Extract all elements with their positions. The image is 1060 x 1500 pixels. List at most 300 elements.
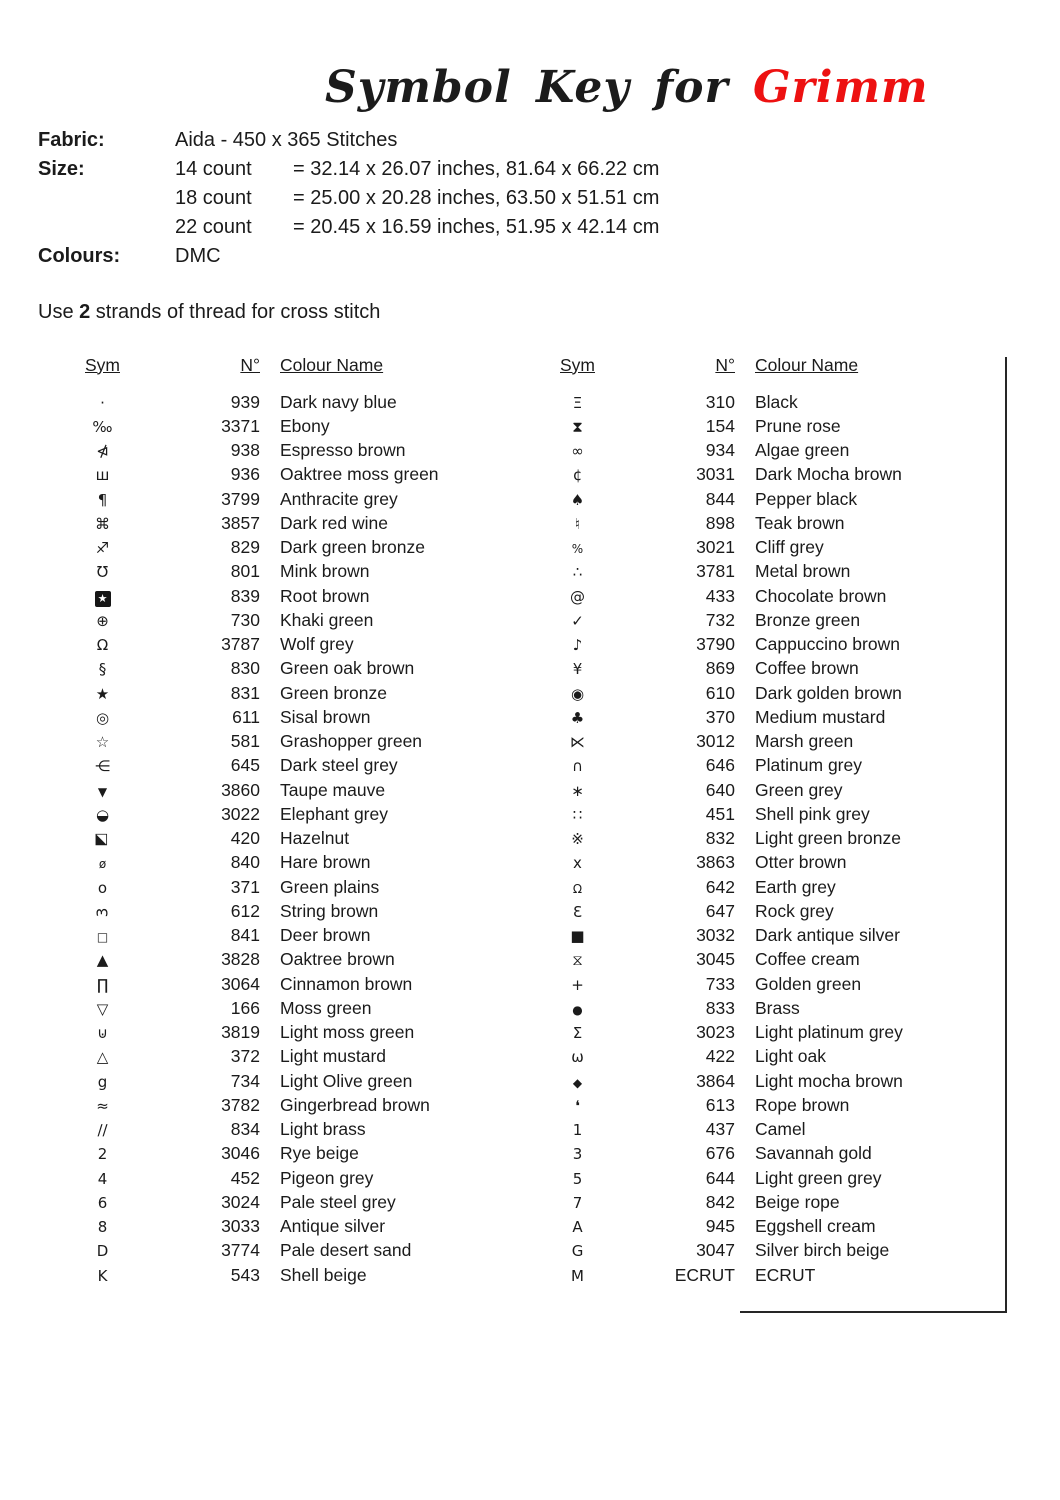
number-cell: 734 <box>230 1070 260 1091</box>
symbol-glyph: ¢ <box>572 466 583 485</box>
table-row <box>75 390 475 414</box>
symbol-glyph: ▲ <box>96 951 109 970</box>
number-cell: 372 <box>230 1046 260 1067</box>
symbol-cell <box>75 1240 130 1261</box>
pattern-meta <box>38 126 659 271</box>
symbol-cell <box>75 561 130 582</box>
table-row <box>550 608 950 632</box>
number-cell: 646 <box>705 755 735 776</box>
colour-name-cell: Hare brown <box>280 852 371 873</box>
symbol-glyph: ¥ <box>572 660 583 679</box>
table-row <box>75 487 475 511</box>
symbol-cell <box>75 1095 130 1116</box>
colour-name-cell: Light mustard <box>280 1046 387 1067</box>
symbol-cell <box>550 925 605 946</box>
symbol-glyph: ⋪ <box>96 442 109 461</box>
symbol-cell <box>75 828 130 849</box>
symbol-cell <box>75 1168 130 1189</box>
symbol-glyph: ∏ <box>96 975 109 994</box>
number-cell: 437 <box>705 1119 735 1140</box>
table-row <box>75 633 475 657</box>
symbol-glyph: x <box>573 854 582 873</box>
size-row <box>38 155 659 184</box>
symbol-glyph: ω <box>571 1048 584 1067</box>
colour-name-cell: Rock grey <box>755 900 834 921</box>
table-row <box>550 972 950 996</box>
colour-name-cell: Ebony <box>280 415 330 436</box>
number-cell: 3790 <box>696 634 735 655</box>
table-row <box>550 584 950 608</box>
symbol-glyph: ⌘ <box>95 514 110 533</box>
number-cell: 841 <box>230 925 260 946</box>
symbol-glyph: Ξ <box>572 393 583 412</box>
symbol-cell <box>550 974 605 995</box>
colour-name-cell: Antique silver <box>280 1216 386 1237</box>
fabric-label: Fabric: <box>38 129 105 151</box>
symbol-cell <box>550 1095 605 1116</box>
symbol-glyph: ∷ <box>572 805 583 824</box>
table-row <box>75 1166 475 1190</box>
number-cell: 642 <box>705 876 735 897</box>
strands-count: 2 <box>79 301 91 323</box>
symbol-glyph: 1 <box>572 1121 583 1140</box>
symbol-glyph: ш <box>95 466 110 485</box>
symbol-glyph: ● <box>572 1002 583 1017</box>
symbol-glyph: ∞ <box>571 442 584 461</box>
symbol-glyph: ∩ <box>572 757 583 776</box>
colour-name-cell: Brass <box>755 997 800 1018</box>
number-cell: 938 <box>230 440 260 461</box>
number-cell: 3787 <box>221 634 260 655</box>
colour-name-cell: Light green grey <box>755 1167 882 1188</box>
number-cell: 3371 <box>221 415 260 436</box>
size-dims: = 32.14 x 26.07 inches, 81.64 x 66.22 cm <box>293 158 660 180</box>
symbol-cell <box>550 1192 605 1213</box>
symbol-glyph: △ <box>96 1048 109 1067</box>
symbol-cell <box>75 925 130 946</box>
symbol-cell <box>550 561 605 582</box>
symbol-cell <box>75 658 130 679</box>
number-cell: 833 <box>705 997 735 1018</box>
table-row <box>75 1021 475 1045</box>
colour-name-cell: Marsh green <box>755 731 854 752</box>
colour-name-cell: Green grey <box>755 779 843 800</box>
symbol-glyph: G <box>571 1242 584 1261</box>
colour-name-cell: Dark red wine <box>280 512 388 533</box>
number-cell: 844 <box>705 488 735 509</box>
number-cell: 644 <box>705 1167 735 1188</box>
colour-name-cell: Cinnamon brown <box>280 973 413 994</box>
colour-name-cell: Deer brown <box>280 925 371 946</box>
table-row <box>75 899 475 923</box>
symbol-glyph: 8 <box>97 1218 108 1237</box>
table-row <box>550 705 950 729</box>
size-dims: = 25.00 x 20.28 inches, 63.50 x 51.51 cm <box>293 187 660 209</box>
number-cell: 3782 <box>221 1094 260 1115</box>
colour-name-cell: Shell pink grey <box>755 803 870 824</box>
colour-name-cell: Pale desert sand <box>280 1240 412 1261</box>
symbol-glyph: ∴ <box>572 563 583 582</box>
colour-name-cell: Black <box>755 391 798 412</box>
colour-name-cell: Gingerbread brown <box>280 1094 430 1115</box>
symbol-cell <box>550 901 605 922</box>
colour-name-cell: Oaktree moss green <box>280 464 439 485</box>
symbol-cell <box>75 1046 130 1067</box>
symbol-glyph: 6 <box>97 1193 108 1212</box>
symbol-glyph: ☆ <box>95 733 110 752</box>
colour-name-cell: Light brass <box>280 1119 366 1140</box>
table-row <box>550 1021 950 1045</box>
header-number: N° <box>240 354 260 375</box>
colour-name-cell: Moss green <box>280 997 372 1018</box>
fabric-value: Aida - 450 x 365 Stitches <box>175 129 398 151</box>
table-header-row <box>550 352 950 378</box>
colour-name-cell: Pale steel grey <box>280 1191 396 1212</box>
symbol-glyph: Ɛ <box>572 902 583 921</box>
header-colour-name: Colour Name <box>755 354 859 375</box>
symbol-cell <box>550 1022 605 1043</box>
colour-name-cell: Green oak brown <box>280 658 415 679</box>
table-row <box>75 705 475 729</box>
symbol-cell <box>75 1192 130 1213</box>
symbol-glyph: □ <box>96 930 109 945</box>
table-row <box>75 948 475 972</box>
symbol-glyph: ◪ <box>94 832 112 847</box>
table-row <box>550 1045 950 1069</box>
number-cell: 3033 <box>221 1216 260 1237</box>
colour-name-cell: Taupe mauve <box>280 779 386 800</box>
symbol-cell <box>550 683 605 704</box>
symbol-cell <box>75 804 130 825</box>
symbol-glyph: ◎ <box>95 708 110 727</box>
number-cell: 613 <box>705 1094 735 1115</box>
table-row <box>75 996 475 1020</box>
table-row <box>75 754 475 778</box>
number-cell: 640 <box>705 779 735 800</box>
symbol-cell <box>75 537 130 558</box>
number-cell: 934 <box>705 440 735 461</box>
colour-name-cell: Dark antique silver <box>755 925 900 946</box>
meta-label-spacer <box>38 213 175 242</box>
symbol-glyph: ♮ <box>574 514 581 533</box>
symbol-glyph: 5 <box>572 1169 583 1188</box>
size-label: Size: <box>38 158 85 180</box>
number-cell: 3031 <box>696 464 735 485</box>
colour-name-cell: Bronze green <box>755 609 861 630</box>
size-dims: = 20.45 x 16.59 inches, 51.95 x 42.14 cm <box>293 216 660 238</box>
colour-name-cell: Dark steel grey <box>280 755 398 776</box>
symbol-cell <box>550 489 605 510</box>
symbol-cell <box>550 610 605 631</box>
size-count: 22 count <box>175 216 252 238</box>
table-row <box>75 802 475 826</box>
size-line <box>175 184 659 213</box>
symbol-cell <box>75 998 130 1019</box>
header-sym: Sym <box>560 354 595 375</box>
table-row <box>75 730 475 754</box>
table-row <box>75 778 475 802</box>
number-cell: 898 <box>705 512 735 533</box>
symbol-glyph: § <box>98 660 107 679</box>
symbol-cell <box>550 949 605 970</box>
number-cell: 732 <box>705 609 735 630</box>
number-cell: 839 <box>230 585 260 606</box>
symbol-cell <box>75 416 130 437</box>
number-cell: 371 <box>230 876 260 897</box>
symbol-cell <box>75 392 130 413</box>
colour-name-cell: Teak brown <box>755 512 845 533</box>
symbol-glyph: A <box>572 1218 583 1237</box>
table-row <box>550 487 950 511</box>
table-row <box>75 1190 475 1214</box>
colour-name-cell: Algae green <box>755 440 850 461</box>
table-row <box>75 1263 475 1287</box>
page-title <box>325 62 929 113</box>
meta-label-spacer <box>38 184 175 213</box>
number-cell: 612 <box>230 900 260 921</box>
table-row <box>550 1069 950 1093</box>
colour-name-cell: Beige rope <box>755 1191 840 1212</box>
number-cell: 676 <box>705 1143 735 1164</box>
number-cell: 154 <box>705 415 735 436</box>
number-cell: ECRUT <box>674 1264 735 1285</box>
symbol-cell <box>75 1022 130 1043</box>
symbol-glyph: ∗ <box>571 781 584 800</box>
table-row <box>550 1118 950 1142</box>
symbol-table-right <box>550 352 950 1287</box>
table-row <box>550 560 950 584</box>
symbol-cell <box>75 610 130 631</box>
symbol-cell <box>550 1216 605 1237</box>
symbol-glyph: + <box>571 975 584 994</box>
symbol-cell <box>75 683 130 704</box>
table-row <box>550 802 950 826</box>
number-cell: 433 <box>705 585 735 606</box>
symbol-glyph: ◉ <box>570 684 585 703</box>
symbol-glyph: ♐ <box>95 539 110 558</box>
symbol-glyph: ⋉ <box>570 733 585 752</box>
number-cell: 3022 <box>221 803 260 824</box>
symbol-glyph: ⧖ <box>572 951 583 970</box>
number-cell: 939 <box>230 391 260 412</box>
colour-name-cell: Coffee cream <box>755 949 860 970</box>
table-row <box>550 1239 950 1263</box>
number-cell: 3064 <box>221 973 260 994</box>
symbol-cell <box>75 901 130 922</box>
table-row <box>550 778 950 802</box>
number-cell: 3819 <box>221 1022 260 1043</box>
symbol-cell <box>75 1265 130 1286</box>
symbol-cell <box>550 392 605 413</box>
colour-name-cell: Prune rose <box>755 415 841 436</box>
symbol-cell <box>550 998 605 1019</box>
symbol-glyph: ‰ <box>92 417 113 436</box>
symbol-cell <box>550 537 605 558</box>
title-prefix: Symbol Key for <box>325 62 729 113</box>
symbol-glyph: 3 <box>92 907 111 918</box>
table-row <box>550 996 950 1020</box>
symbol-cell <box>550 513 605 534</box>
number-cell: 420 <box>230 828 260 849</box>
number-cell: 451 <box>705 803 735 824</box>
number-cell: 3023 <box>696 1022 735 1043</box>
table-row <box>75 875 475 899</box>
symbol-cell <box>75 464 130 485</box>
symbol-cell <box>75 731 130 752</box>
symbol-glyph: Ʊ <box>96 563 109 582</box>
number-cell: 581 <box>230 731 260 752</box>
colour-name-cell: Light moss green <box>280 1022 415 1043</box>
table-row <box>75 1142 475 1166</box>
symbol-cell <box>75 1071 130 1092</box>
symbol-cell <box>75 974 130 995</box>
size-count: 14 count <box>175 158 252 180</box>
number-cell: 166 <box>230 997 260 1018</box>
number-cell: 422 <box>705 1046 735 1067</box>
table-row <box>550 875 950 899</box>
table-row <box>550 1166 950 1190</box>
colour-name-cell: Light oak <box>755 1046 827 1067</box>
table-row <box>550 827 950 851</box>
colour-name-cell: Mink brown <box>280 561 370 582</box>
symbol-cell <box>75 1216 130 1237</box>
symbol-cell <box>550 440 605 461</box>
number-cell: 832 <box>705 828 735 849</box>
colour-name-cell: ECRUT <box>755 1264 816 1285</box>
colour-name-cell: Light green bronze <box>755 828 901 849</box>
colours-value: DMC <box>175 245 221 267</box>
colour-name-cell: Hazelnut <box>280 828 350 849</box>
symbol-cell <box>550 1240 605 1261</box>
symbol-glyph: 2 <box>97 1145 108 1164</box>
symbol-cell <box>75 586 130 607</box>
number-cell: 370 <box>705 706 735 727</box>
table-row <box>550 899 950 923</box>
symbol-cell <box>75 440 130 461</box>
number-cell: 645 <box>230 755 260 776</box>
size-row <box>38 184 659 213</box>
symbol-cell <box>550 1119 605 1140</box>
number-cell: 842 <box>705 1191 735 1212</box>
symbol-glyph: ø <box>98 857 107 872</box>
table-row <box>550 390 950 414</box>
colour-name-cell: Camel <box>755 1119 806 1140</box>
number-cell: 945 <box>705 1216 735 1237</box>
colour-name-cell: Platinum grey <box>755 755 862 776</box>
colour-name-cell: Cappuccino brown <box>755 634 900 655</box>
symbol-cell <box>75 780 130 801</box>
symbol-glyph: 4 <box>97 1169 108 1188</box>
symbol-glyph: ▼ <box>97 784 108 799</box>
table-row <box>550 657 950 681</box>
strands-prefix: Use <box>38 301 80 323</box>
symbol-glyph: ¶ <box>97 490 108 509</box>
symbol-glyph: ★ <box>95 591 111 607</box>
table-row <box>75 414 475 438</box>
symbol-cell <box>75 852 130 873</box>
table-row <box>75 657 475 681</box>
table-row <box>550 633 950 657</box>
colour-name-cell: Dark Mocha brown <box>755 464 902 485</box>
symbol-cell <box>75 513 130 534</box>
symbol-glyph: ⋲ <box>95 757 110 776</box>
number-cell: 801 <box>230 561 260 582</box>
table-row <box>75 681 475 705</box>
symbol-glyph: ※ <box>571 830 584 849</box>
symbol-cell <box>550 755 605 776</box>
symbol-glyph: ⧗ <box>572 417 583 436</box>
number-cell: 543 <box>230 1264 260 1285</box>
table-row <box>75 1093 475 1117</box>
number-cell: 831 <box>230 682 260 703</box>
symbol-glyph: o <box>97 878 108 897</box>
symbol-cell <box>75 634 130 655</box>
symbol-glyph: ◒ <box>95 805 110 824</box>
table-row <box>75 536 475 560</box>
symbol-cell <box>550 586 605 607</box>
symbol-glyph: ∕∕ <box>97 1121 108 1140</box>
colour-name-cell: Light mocha brown <box>755 1070 903 1091</box>
symbol-cell <box>550 1168 605 1189</box>
header-number: N° <box>715 354 735 375</box>
number-cell: 829 <box>230 537 260 558</box>
colour-name-cell: Earth grey <box>755 876 836 897</box>
colour-name-cell: Wolf grey <box>280 634 354 655</box>
symbol-glyph: ▽ <box>96 999 109 1018</box>
symbol-cell <box>550 1265 605 1286</box>
number-cell: 3863 <box>696 852 735 873</box>
colour-name-cell: Coffee brown <box>755 658 859 679</box>
table-rows-left <box>75 390 475 1287</box>
colour-name-cell: Chocolate brown <box>755 585 887 606</box>
symbol-cell <box>550 416 605 437</box>
table-row <box>550 511 950 535</box>
table-row <box>550 681 950 705</box>
table-row <box>75 924 475 948</box>
symbol-glyph: ✓ <box>571 611 584 630</box>
symbol-glyph: Ω <box>572 881 583 896</box>
colour-name-cell: Dark golden brown <box>755 682 902 703</box>
colour-name-cell: Pigeon grey <box>280 1167 374 1188</box>
table-row <box>550 1190 950 1214</box>
fabric-row <box>38 126 659 155</box>
number-cell: 3864 <box>696 1070 735 1091</box>
number-cell: 3774 <box>221 1240 260 1261</box>
table-row <box>550 1093 950 1117</box>
number-cell: 3828 <box>221 949 260 970</box>
table-row <box>550 536 950 560</box>
table-row <box>550 439 950 463</box>
number-cell: 869 <box>705 658 735 679</box>
colour-name-cell: Otter brown <box>755 852 847 873</box>
colours-label: Colours: <box>38 245 121 267</box>
number-cell: 3799 <box>221 488 260 509</box>
colour-name-cell: Elephant grey <box>280 803 388 824</box>
symbol-glyph: ♠ <box>570 490 585 509</box>
table-row <box>75 439 475 463</box>
symbol-table-left <box>75 352 475 1287</box>
colour-name-cell: Light Olive green <box>280 1070 413 1091</box>
strands-note <box>38 301 380 324</box>
table-row <box>75 1045 475 1069</box>
header-sym: Sym <box>85 354 120 375</box>
table-row <box>75 463 475 487</box>
symbol-cell <box>550 634 605 655</box>
table-row <box>75 511 475 535</box>
table-row <box>550 754 950 778</box>
symbol-cell <box>75 1143 130 1164</box>
symbol-cell <box>75 877 130 898</box>
